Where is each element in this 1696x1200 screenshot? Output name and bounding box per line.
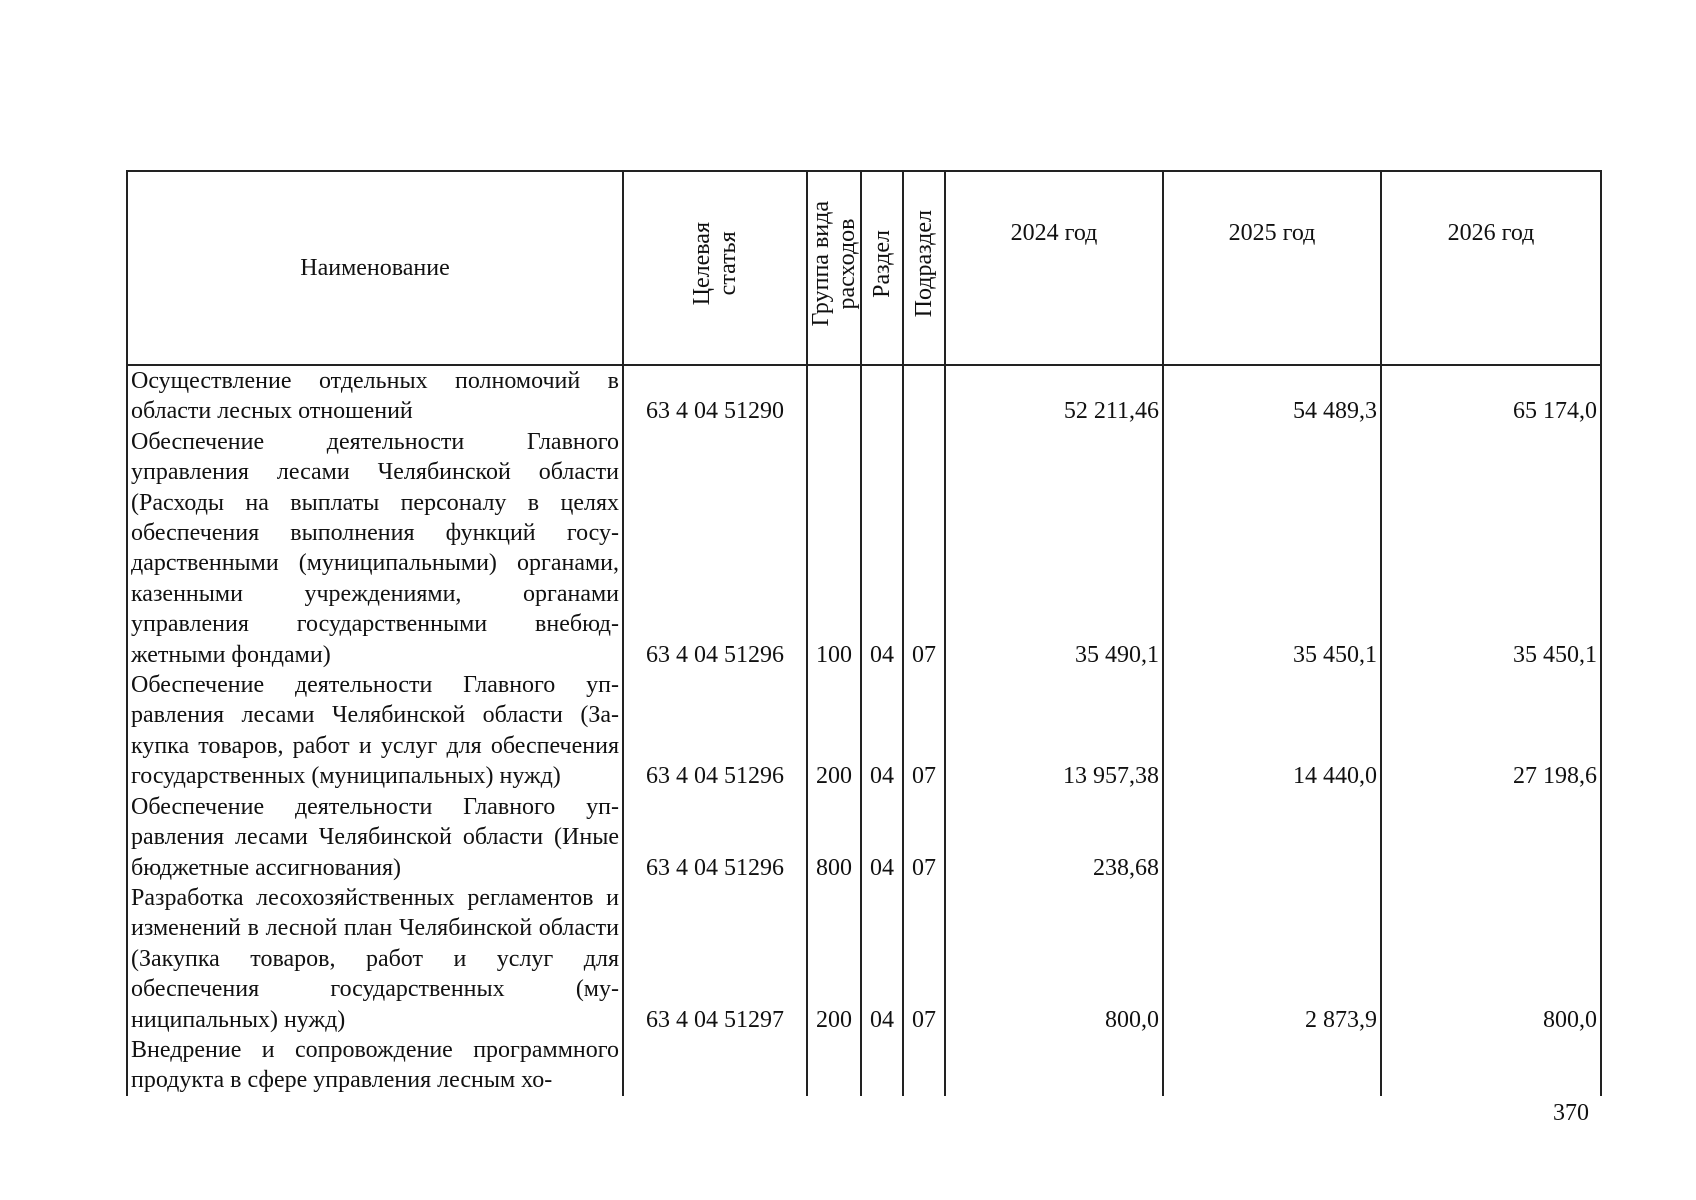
- header-year-2026: 2026 год: [1381, 171, 1601, 365]
- row-target: 63 4 04 51296: [623, 670, 807, 792]
- row-2025: 2 873,9: [1163, 883, 1381, 1035]
- row-section: 04: [861, 883, 903, 1035]
- row-target: 63 4 04 51290: [623, 365, 807, 427]
- row-subsection: [903, 1035, 945, 1096]
- table-header-row: [127, 171, 1601, 365]
- header-year-2024: 2024 год: [945, 171, 1163, 365]
- row-section: 04: [861, 427, 903, 670]
- row-name: Обеспечение деятельности Главного управления лесами Челябинской области (Расходы на выплаты персоналу в целях обеспечения выполнения функций государственными (муниципальными) органами, казенными учреждениями, органами управления государственными внебюджетными фондами): [127, 427, 623, 670]
- row-subsection: 07: [903, 670, 945, 792]
- header-expense-group: Группа вида расходов: [807, 171, 861, 365]
- row-2024: [945, 1035, 1163, 1096]
- row-section: 04: [861, 792, 903, 883]
- table-row: [127, 365, 1601, 427]
- row-2025: 54 489,3: [1163, 365, 1381, 427]
- row-name: Обеспечение деятельности Главного управления лесами Челябинской области (Иные бюджетные ассигнования): [127, 792, 623, 883]
- row-group: 100: [807, 427, 861, 670]
- row-subsection: 07: [903, 883, 945, 1035]
- table-row: [127, 427, 1601, 670]
- row-target: 63 4 04 51296: [623, 427, 807, 670]
- row-section: [861, 1035, 903, 1096]
- header-section: Раздел: [861, 171, 903, 365]
- page-number: 370: [1553, 1100, 1589, 1126]
- row-2025: 14 440,0: [1163, 670, 1381, 792]
- row-name: Разработка лесохозяйственных регламентов и изменений в лесной план Челябинской области (Закупка товаров, работ и услуг для обеспечения государственных (муниципальных) нужд): [127, 883, 623, 1035]
- header-year-2025: 2025 год: [1163, 171, 1381, 365]
- row-2024: 35 490,1: [945, 427, 1163, 670]
- row-2026: 800,0: [1381, 883, 1601, 1035]
- row-target: 63 4 04 51297: [623, 883, 807, 1035]
- row-group: [807, 365, 861, 427]
- row-2026: [1381, 792, 1601, 883]
- row-2024: 13 957,38: [945, 670, 1163, 792]
- row-group: 200: [807, 883, 861, 1035]
- header-subsection: Подраздел: [903, 171, 945, 365]
- row-subsection: 07: [903, 792, 945, 883]
- table-row: [127, 670, 1601, 792]
- row-name: Внедрение и сопровождение программного продукта в сфере управления лесным хо-: [127, 1035, 623, 1096]
- row-2026: [1381, 1035, 1601, 1096]
- row-target: 63 4 04 51296: [623, 792, 807, 883]
- row-2025: [1163, 1035, 1381, 1096]
- row-2026: 65 174,0: [1381, 365, 1601, 427]
- row-group: 200: [807, 670, 861, 792]
- row-2026: 27 198,6: [1381, 670, 1601, 792]
- row-2024: 52 211,46: [945, 365, 1163, 427]
- table-row: [127, 1035, 1601, 1096]
- row-group: [807, 1035, 861, 1096]
- row-section: 04: [861, 670, 903, 792]
- table-row: [127, 792, 1601, 883]
- table-row: [127, 883, 1601, 1035]
- row-subsection: [903, 365, 945, 427]
- row-2025: 35 450,1: [1163, 427, 1381, 670]
- row-target: [623, 1035, 807, 1096]
- header-target-article: Целевая статья: [623, 171, 807, 365]
- row-name: Обеспечение деятельности Главного управления лесами Челябинской области (Закупка товаров, работ и услуг для обеспечения государственных (муниципальных) нужд): [127, 670, 623, 792]
- row-name: Осуществление отдельных полномочий в области лесных отношений: [127, 365, 623, 427]
- row-section: [861, 365, 903, 427]
- header-name: Наименование: [127, 171, 623, 365]
- budget-table: [126, 170, 1602, 1096]
- row-2024: 238,68: [945, 792, 1163, 883]
- row-2025: [1163, 792, 1381, 883]
- row-2026: 35 450,1: [1381, 427, 1601, 670]
- row-2024: 800,0: [945, 883, 1163, 1035]
- row-group: 800: [807, 792, 861, 883]
- row-subsection: 07: [903, 427, 945, 670]
